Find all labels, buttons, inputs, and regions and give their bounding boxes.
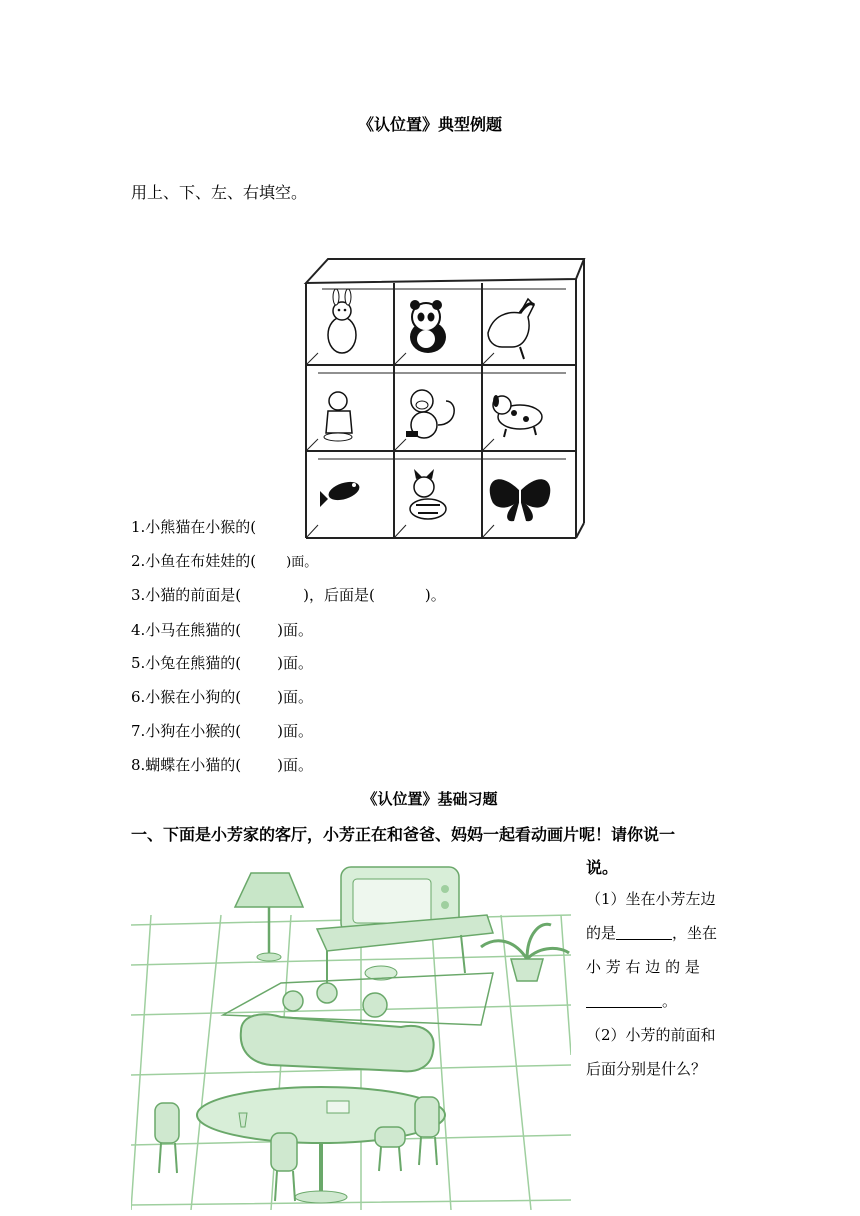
sub-question-1-line-d-post: 。: [662, 992, 678, 1010]
question-6: [131, 686, 313, 707]
dog-icon: [493, 395, 542, 437]
horse-icon: [488, 299, 534, 359]
question-2: [131, 550, 317, 571]
question-8: [131, 754, 313, 775]
question-3-suffix: )。: [424, 586, 446, 604]
question-1-text: 1.小熊猫在小猴的(: [131, 518, 257, 536]
sub-question-2-line-a: （2）小芳的前面和: [586, 1026, 716, 1044]
question-5-text: 5.小兔在熊猫的(: [131, 654, 242, 672]
problem-1-line-2: 说。: [586, 858, 619, 877]
sub-question-1-line-c: 小 芳 右 边 的 是: [586, 958, 700, 976]
sub-question-1-line-b-pre: 的是: [586, 924, 617, 942]
question-7-suffix: )面。: [277, 722, 314, 740]
basic-title: 《认位置》基础习题: [362, 790, 498, 808]
answer-blank-right[interactable]: [586, 991, 662, 1008]
sub-question-1: [586, 882, 736, 1086]
question-3-mid: )，后面是(: [303, 586, 375, 604]
question-4-text: 4.小马在熊猫的(: [131, 621, 242, 639]
question-5: [131, 652, 313, 673]
sub-question-1-line-a: （1）坐在小芳左边: [586, 890, 716, 908]
question-7-text: 7.小狗在小猴的(: [131, 722, 242, 740]
question-3-text: 3.小猫的前面是(: [131, 586, 242, 604]
living-room-illustration: [131, 855, 571, 1210]
example-title: 《认位置》典型例题: [357, 115, 502, 134]
question-8-suffix: )面。: [277, 756, 314, 774]
question-6-text: 6.小猴在小狗的(: [131, 688, 242, 706]
rabbit-icon: [328, 289, 356, 353]
question-8-text: 8.蝴蝶在小猫的(: [131, 756, 242, 774]
sub-question-1-line-d: [586, 984, 736, 1018]
question-4: [131, 619, 313, 640]
sub-question-2-line-b: 后面分别是什么？: [586, 1060, 707, 1078]
monkey-icon: [406, 390, 454, 438]
question-1: [131, 516, 256, 537]
question-5-suffix: )面。: [277, 654, 314, 672]
question-4-suffix: )面。: [277, 621, 314, 639]
question-2-text: 2.小鱼在布娃娃的(: [131, 552, 257, 570]
animal-shelf-illustration: [298, 255, 588, 540]
cat-icon: [410, 469, 446, 519]
butterfly-icon: [490, 479, 551, 521]
sub-question-1-line-b: [586, 916, 736, 950]
question-6-suffix: )面。: [277, 688, 314, 706]
question-2-suffix: )面。: [286, 555, 318, 570]
answer-blank-left[interactable]: [616, 923, 672, 940]
question-7: [131, 720, 313, 741]
panda-icon: [410, 300, 446, 353]
question-3: [131, 584, 446, 605]
doll-icon: [324, 392, 352, 441]
sub-question-1-line-b-post: ，坐在: [672, 924, 718, 942]
problem-1-line-1: 一、下面是小芳家的客厅，小芳正在和爸爸、妈妈一起看动画片呢！请你说一: [131, 825, 676, 844]
fish-icon: [320, 478, 362, 507]
instruction: 用上、下、左、右填空。: [131, 183, 308, 202]
